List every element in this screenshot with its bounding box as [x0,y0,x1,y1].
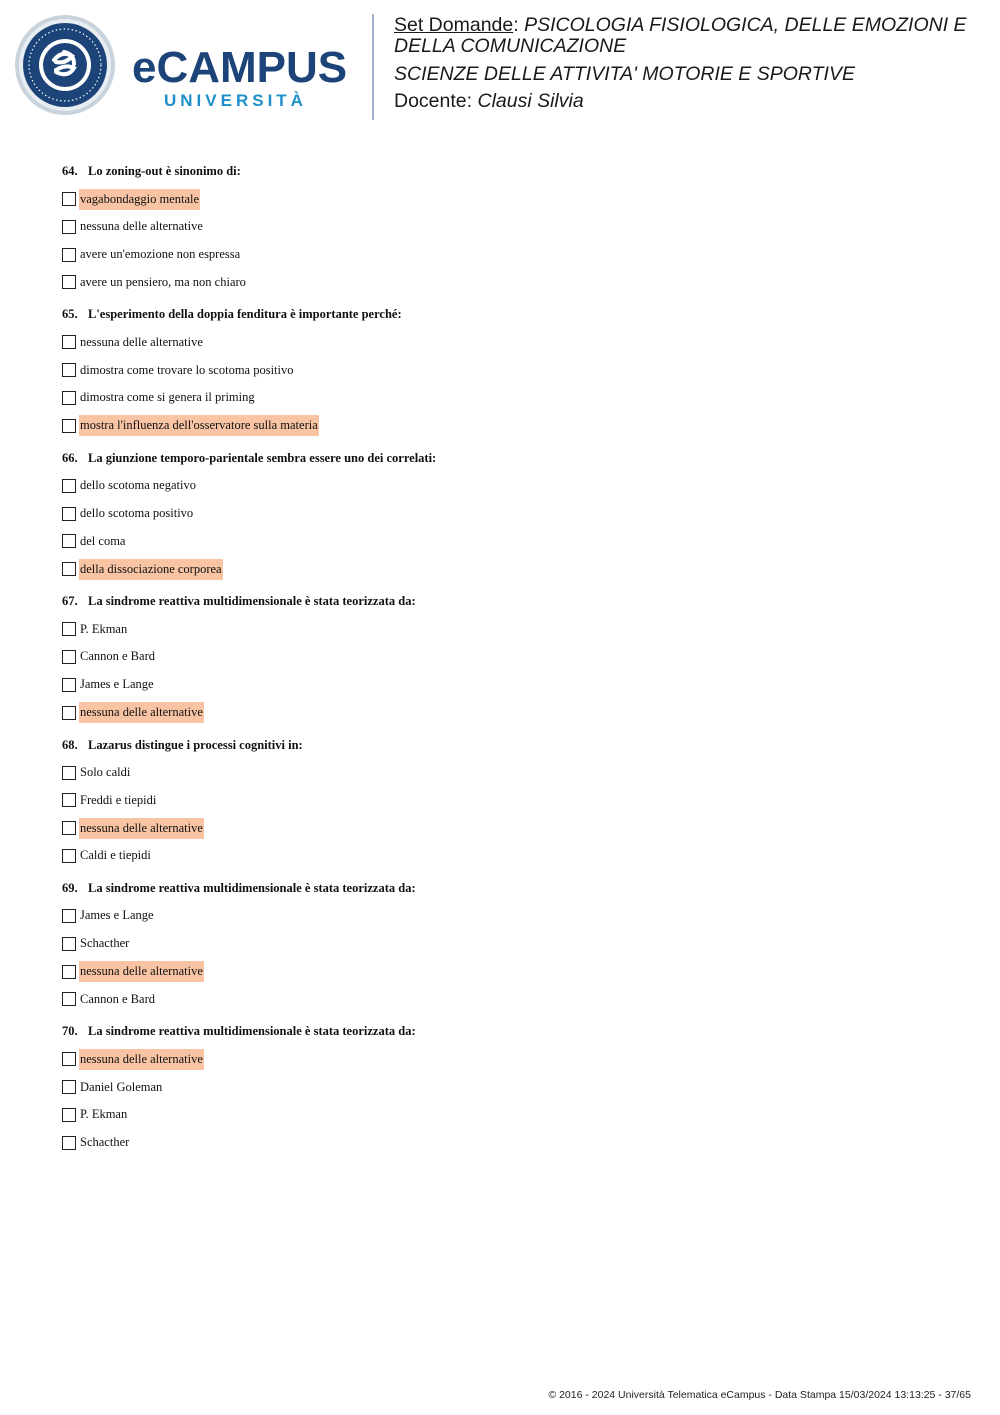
answer-text: del coma [80,533,126,548]
header-info [394,15,984,112]
answer-checkbox[interactable] [62,192,76,206]
header-divider [372,14,374,120]
question-title [62,305,962,324]
subject-line: Set Domande: PSICOLOGIA FISIOLOGICA, DELLE EMOZIONI E DELLA COMUNICAZIONE [394,14,967,57]
answer-option[interactable] [62,618,962,640]
question-68 [62,736,962,867]
answer-text: avere un pensiero, ma non chiaro [80,274,246,289]
answer-checkbox[interactable] [62,678,76,692]
svg-text:UNIVERSITÀ: UNIVERSITÀ [164,91,307,110]
question-number: 65. [62,307,78,322]
question-title [62,736,962,755]
set-label: Set Domande [394,14,514,36]
answer-checkbox[interactable] [62,562,76,576]
question-66 [62,449,962,580]
answer-checkbox[interactable] [62,1080,76,1094]
ecampus-wordmark-logo [130,40,360,112]
answer-option[interactable] [62,415,962,437]
answer-checkbox[interactable] [62,706,76,720]
answer-text: Schacther [80,936,130,951]
answer-checkbox[interactable] [62,1136,76,1150]
answer-checkbox[interactable] [62,937,76,951]
answer-checkbox[interactable] [62,479,76,493]
answer-text: avere un'emozione non espressa [80,247,241,262]
answer-text: Daniel Goleman [80,1079,163,1094]
answer-option[interactable] [62,1132,962,1154]
answer-text: dimostra come si genera il priming [80,390,255,405]
question-text: La sindrome reattiva multidimensionale è stata teorizzata da: [88,594,416,609]
answer-option[interactable] [62,905,962,927]
answer-checkbox[interactable] [62,363,76,377]
subject-title: PSICOLOGIA FISIOLOGICA, DELLE EMOZIONI E DELLA COMUNICAZIONE [394,14,967,57]
teacher-label: Docente: [394,90,473,112]
answer-option[interactable] [62,702,962,724]
answer-text: James e Lange [80,908,154,923]
answer-checkbox[interactable] [62,335,76,349]
answer-checkbox[interactable] [62,391,76,405]
question-title [62,592,962,611]
answer-checkbox[interactable] [62,534,76,548]
course-title: SCIENZE DELLE ATTIVITA' MOTORIE E SPORTIVE [394,63,855,85]
answer-text-highlighted: della dissociazione corporea [79,559,223,580]
answer-text: James e Lange [80,677,154,692]
answer-checkbox[interactable] [62,793,76,807]
question-text: L'esperimento della doppia fenditura è importante perché: [88,307,402,322]
answer-text: dello scotoma positivo [80,506,194,521]
answer-option[interactable] [62,817,962,839]
question-title [62,879,962,898]
answer-checkbox[interactable] [62,220,76,234]
answer-text: Schacther [80,1135,130,1150]
question-number: 69. [62,880,78,895]
ecampus-seal-logo [14,14,116,116]
question-title [62,449,962,468]
answer-checkbox[interactable] [62,965,76,979]
answer-text-highlighted: nessuna delle alternative [79,1049,204,1070]
teacher-line [394,91,984,112]
answer-text-highlighted: mostra l'influenza dell'osservatore sulla materia [79,415,319,436]
answer-option[interactable] [62,1104,962,1126]
question-69 [62,879,962,1010]
answer-option[interactable] [62,188,962,210]
answer-option[interactable] [62,331,962,353]
answer-option[interactable] [62,387,962,409]
answer-text: P. Ekman [80,621,128,636]
answer-checkbox[interactable] [62,248,76,262]
answer-option[interactable] [62,244,962,266]
answer-checkbox[interactable] [62,821,76,835]
page-header [0,0,1000,130]
answer-text: Solo caldi [80,765,131,780]
question-number: 67. [62,594,78,609]
question-text: La giunzione temporo-parientale sembra essere uno dei correlati: [88,450,437,465]
answer-checkbox[interactable] [62,275,76,289]
answer-option[interactable] [62,961,962,983]
question-text: Lazarus distingue i processi cognitivi in: [88,737,303,752]
answer-option[interactable] [62,933,962,955]
answer-checkbox[interactable] [62,419,76,433]
answer-option[interactable] [62,1076,962,1098]
answer-option[interactable] [62,271,962,293]
answer-checkbox[interactable] [62,766,76,780]
answer-option[interactable] [62,216,962,238]
answer-checkbox[interactable] [62,849,76,863]
answer-option[interactable] [62,503,962,525]
teacher-name: Clausi Silvia [477,90,584,112]
answer-text: Cannon e Bard [80,649,155,664]
answer-text: Freddi e tiepidi [80,792,157,807]
answer-option[interactable] [62,845,962,867]
question-text: La sindrome reattiva multidimensionale è stata teorizzata da: [88,1024,416,1039]
answer-option[interactable] [62,530,962,552]
svg-text:eCAMPUS: eCAMPUS [132,43,348,92]
page-footer: © 2016 - 2024 Università Telematica eCampus - Data Stampa 15/03/2024 13:13:25 - 37/65 [548,1389,971,1401]
answer-text-highlighted: vagabondaggio mentale [79,189,200,210]
question-number: 68. [62,737,78,752]
question-64 [62,162,962,293]
question-number: 66. [62,450,78,465]
answer-option[interactable] [62,762,962,784]
answer-option[interactable] [62,789,962,811]
answer-text-highlighted: nessuna delle alternative [79,961,204,982]
question-67 [62,592,962,723]
question-list [62,162,962,1166]
question-title [62,162,962,181]
answer-checkbox[interactable] [62,909,76,923]
answer-text: Caldi e tiepidi [80,848,151,863]
question-70 [62,1022,962,1153]
answer-text: nessuna delle alternative [80,219,203,234]
answer-text: nessuna delle alternative [80,334,203,349]
answer-checkbox[interactable] [62,1052,76,1066]
answer-checkbox[interactable] [62,507,76,521]
answer-checkbox[interactable] [62,992,76,1006]
answer-option[interactable] [62,558,962,580]
answer-text-highlighted: nessuna delle alternative [79,702,204,723]
answer-text: P. Ekman [80,1107,128,1122]
question-number: 70. [62,1024,78,1039]
answer-checkbox[interactable] [62,1108,76,1122]
question-number: 64. [62,164,78,178]
answer-option[interactable] [62,646,962,668]
answer-checkbox[interactable] [62,650,76,664]
answer-text: Cannon e Bard [80,991,155,1006]
question-text: Lo zoning-out è sinonimo di: [88,164,241,178]
answer-text: dello scotoma negativo [80,478,196,493]
answer-checkbox[interactable] [62,622,76,636]
question-text: La sindrome reattiva multidimensionale è stata teorizzata da: [88,880,416,895]
answer-text: dimostra come trovare lo scotoma positivo [80,362,294,377]
answer-option[interactable] [62,988,962,1010]
answer-option[interactable] [62,1048,962,1070]
question-65 [62,305,962,436]
answer-option[interactable] [62,359,962,381]
answer-option[interactable] [62,475,962,497]
answer-option[interactable] [62,674,962,696]
question-title [62,1022,962,1041]
answer-text-highlighted: nessuna delle alternative [79,818,204,839]
